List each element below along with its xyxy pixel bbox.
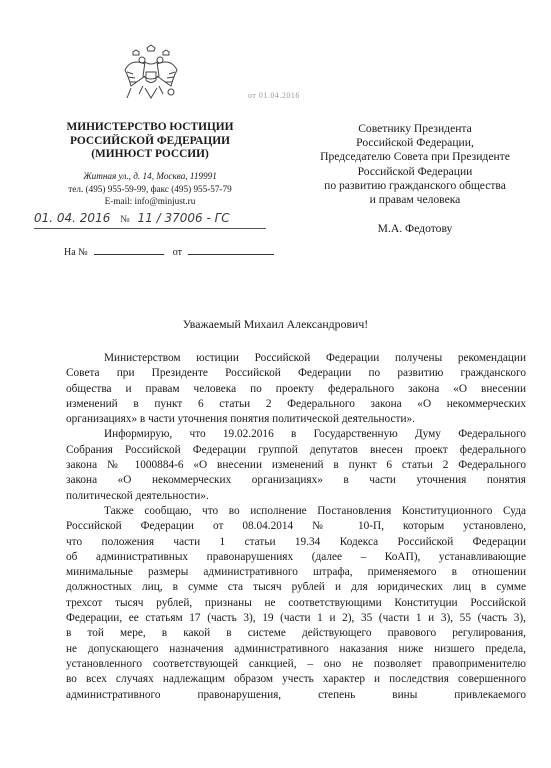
- recipient-line: Советнику Президента: [358, 122, 472, 135]
- body-line: минимальные размеры административного штрафа, применяемого в отношении: [66, 566, 526, 579]
- number-sign: №: [120, 214, 130, 225]
- body-line: трехсот тысяч рублей, признаны не соответствующими Конституции Российской: [66, 596, 526, 609]
- incoming-reference-row: [64, 245, 274, 258]
- body-line: административного правонарушения, степень вины привлекаемого: [66, 688, 526, 701]
- ot-label: от: [172, 247, 182, 258]
- address-line: Житная ул., д. 14, Москва, 119991: [83, 171, 217, 181]
- recipient-block: [300, 122, 530, 207]
- reference-underline: [34, 228, 266, 229]
- recipient-line: и правам человека: [369, 193, 461, 207]
- body-line: закона № 1000884-6 «О внесении изменений в пункт 6 статьи 2 Федерального: [66, 459, 526, 472]
- body-line: во всех случаях надлежащим образом учесть характер и последствия совершенного: [66, 673, 526, 686]
- ministry-title: [36, 121, 264, 162]
- handwritten-date: 01. 04. 2016: [34, 211, 111, 225]
- body-line: Совета при Президенте Российской Федерации по развитию гражданского: [66, 367, 526, 380]
- recipient-line: Председателю Совета при Президенте: [320, 150, 510, 164]
- recipient-name: М.А. Федотову: [377, 222, 453, 235]
- body-line: Российской Федерации от 08.04.2014 № 10-П, которым установлено,: [66, 520, 526, 533]
- na-label: На №: [64, 247, 88, 258]
- incoming-number-blank: [94, 245, 164, 255]
- body-line: что положения части 1 статьи 19.34 Кодекса Российской Федерации: [66, 535, 526, 548]
- handwritten-number: 11 / 37006 - ГС: [137, 211, 230, 225]
- ministry-contacts: [36, 170, 264, 208]
- body-line: Министерством юстиции Российской Федерации получены рекомендации: [104, 352, 526, 364]
- body-line: должностных лиц, в сумме ста тысяч рублей и для юридических лиц в сумме: [66, 581, 526, 594]
- body-line: организациях» в части уточнения понятия политической деятельности».: [66, 413, 415, 426]
- ministry-title-line: РОССИЙСКОЙ ФЕДЕРАЦИИ: [70, 134, 230, 147]
- body-line: политической деятельности».: [66, 489, 209, 502]
- body-line: закона «О некоммерческих организациях» в части уточнения понятия: [66, 474, 526, 487]
- recipient-line: Российской Федерации: [357, 164, 473, 178]
- body-line: установленного соответствующей санкцией, – оно не позволяет правоприменителю: [66, 657, 526, 670]
- outgoing-reference: [34, 211, 230, 225]
- body-line: об административных правонарушениях (далее – КоАП), устанавливающие: [66, 550, 526, 563]
- body-line: не допускающего назначения административного наказания ниже низшего предела,: [66, 642, 526, 655]
- recipient-line: по развитию гражданского общества: [324, 178, 506, 192]
- ministry-title-line: (МИНЮСТ РОССИИ): [91, 148, 209, 160]
- body-line: Федерации, ее статьям 17 (часть 3), 19 (части 1 и 2), 35 (части 1 и 3), 55 (часть 3),: [66, 612, 526, 625]
- letter-body: [66, 351, 526, 703]
- body-line: в той мере, в какой в системе действующего правового регулирования,: [66, 627, 526, 640]
- recipient-line: Российской Федерации,: [356, 136, 474, 150]
- body-line: Информирую, что 19.02.2016 в Государственную Думу Федерального: [104, 428, 526, 441]
- body-line: общества и правам человека по проекту федерального закона «О внесении: [66, 382, 526, 395]
- body-line: изменений в пункт 6 статьи 2 Федерального закона «О некоммерческих: [66, 397, 526, 410]
- registration-stamp-text: от 01.04.2016: [248, 91, 300, 100]
- phone-line: тел. (495) 955-59-99, факс (495) 955-57-79: [68, 183, 232, 194]
- email-line: E-mail: info@minjust.ru: [104, 196, 196, 206]
- incoming-date-blank: [188, 245, 274, 255]
- body-line: Также сообщаю, что во исполнение Постановления Конституционного Суда: [104, 504, 526, 517]
- salutation: Уважаемый Михаил Александрович!: [182, 317, 369, 331]
- coat-of-arms-emblem: [123, 44, 179, 112]
- ministry-title-line: МИНИСТЕРСТВО ЮСТИЦИИ: [66, 121, 234, 133]
- body-line: Собрания Российской Федерации группой депутатов внесен проект федерального: [66, 443, 526, 456]
